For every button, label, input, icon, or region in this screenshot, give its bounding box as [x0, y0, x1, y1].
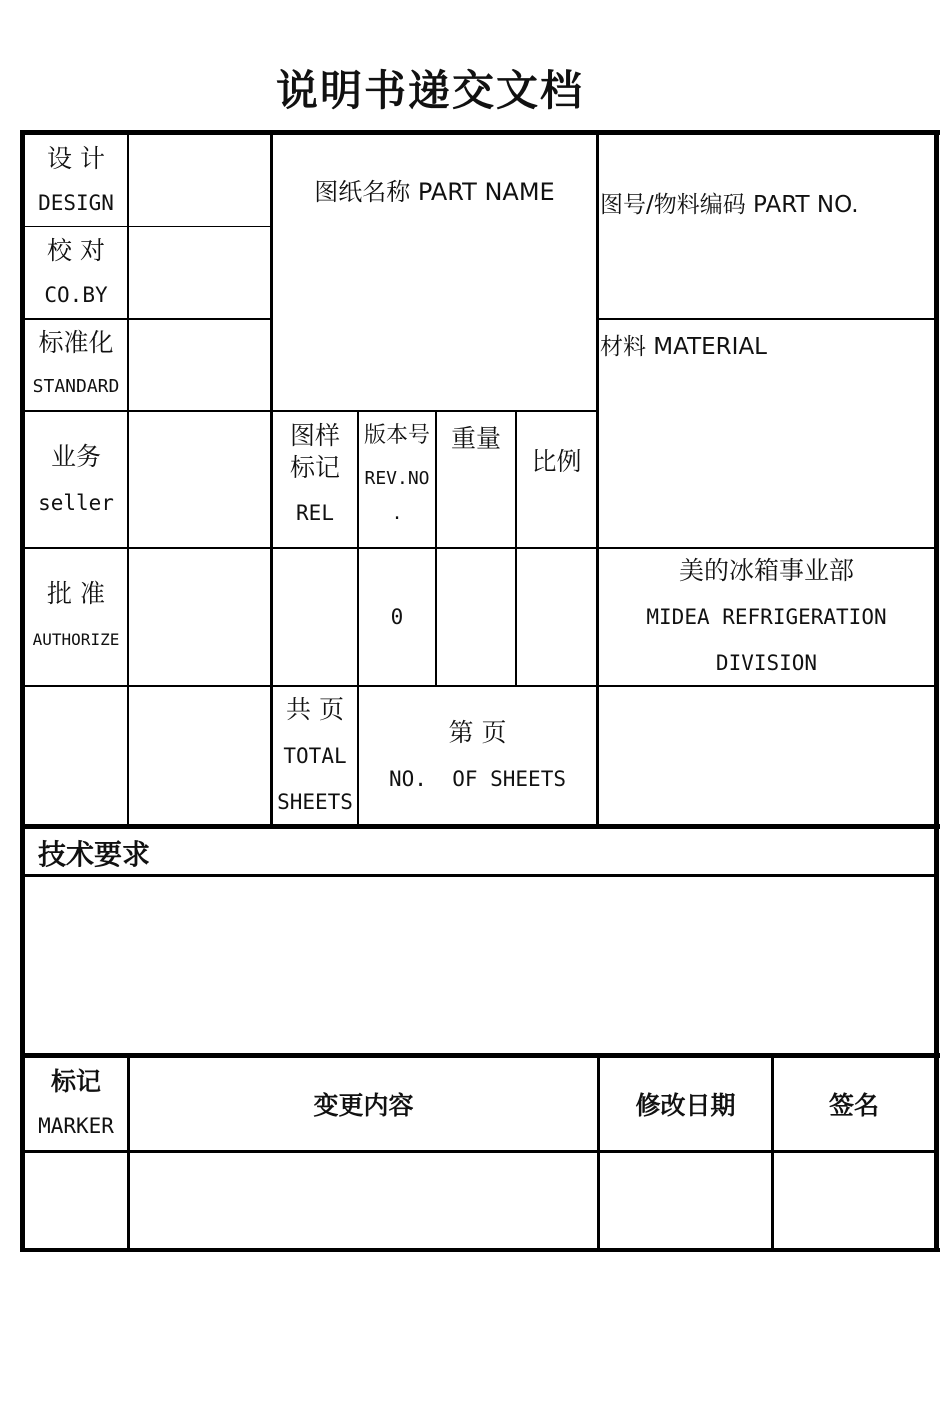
- design-label: 设 计 DESIGN: [38, 143, 114, 215]
- rev-value: 0: [390, 605, 404, 629]
- marker-header: 标记 MARKER: [38, 1067, 114, 1138]
- seller-label: 业务 seller: [38, 441, 114, 515]
- page-title: 说明书递交文档: [275, 66, 584, 115]
- authorize-label: 批 准 AUTHORIZE: [32, 579, 120, 649]
- rev-header: 版本号 REV.NO .: [363, 423, 430, 524]
- sheet-number-label: 第 页 NO. OF SHEETS: [388, 717, 566, 791]
- modify-date-header: 修改日期: [635, 1091, 736, 1120]
- total-sheets-label: 共 页 TOTAL SHEETS: [277, 694, 353, 814]
- scale-header: 比例: [531, 446, 582, 476]
- check-label: 校 对 CO.BY: [44, 235, 108, 307]
- part-name-label: 图纸名称 PART NAME: [314, 178, 555, 206]
- tech-requirements-heading: 技术要求: [38, 838, 151, 871]
- signature-header: 签名: [828, 1091, 879, 1120]
- change-content-header: 变更内容: [313, 1091, 414, 1120]
- material-label: 材料 MATERIAL: [600, 334, 767, 360]
- rel-header: 图样 标记 REL: [289, 421, 340, 525]
- part-no-label: 图号/物料编码 PART NO.: [600, 192, 859, 218]
- company-name: 美的冰箱事业部 MIDEA REFRIGERATION DIVISION: [646, 556, 887, 675]
- weight-header: 重量: [450, 424, 501, 453]
- standard-label: 标准化 STANDARD: [32, 328, 120, 397]
